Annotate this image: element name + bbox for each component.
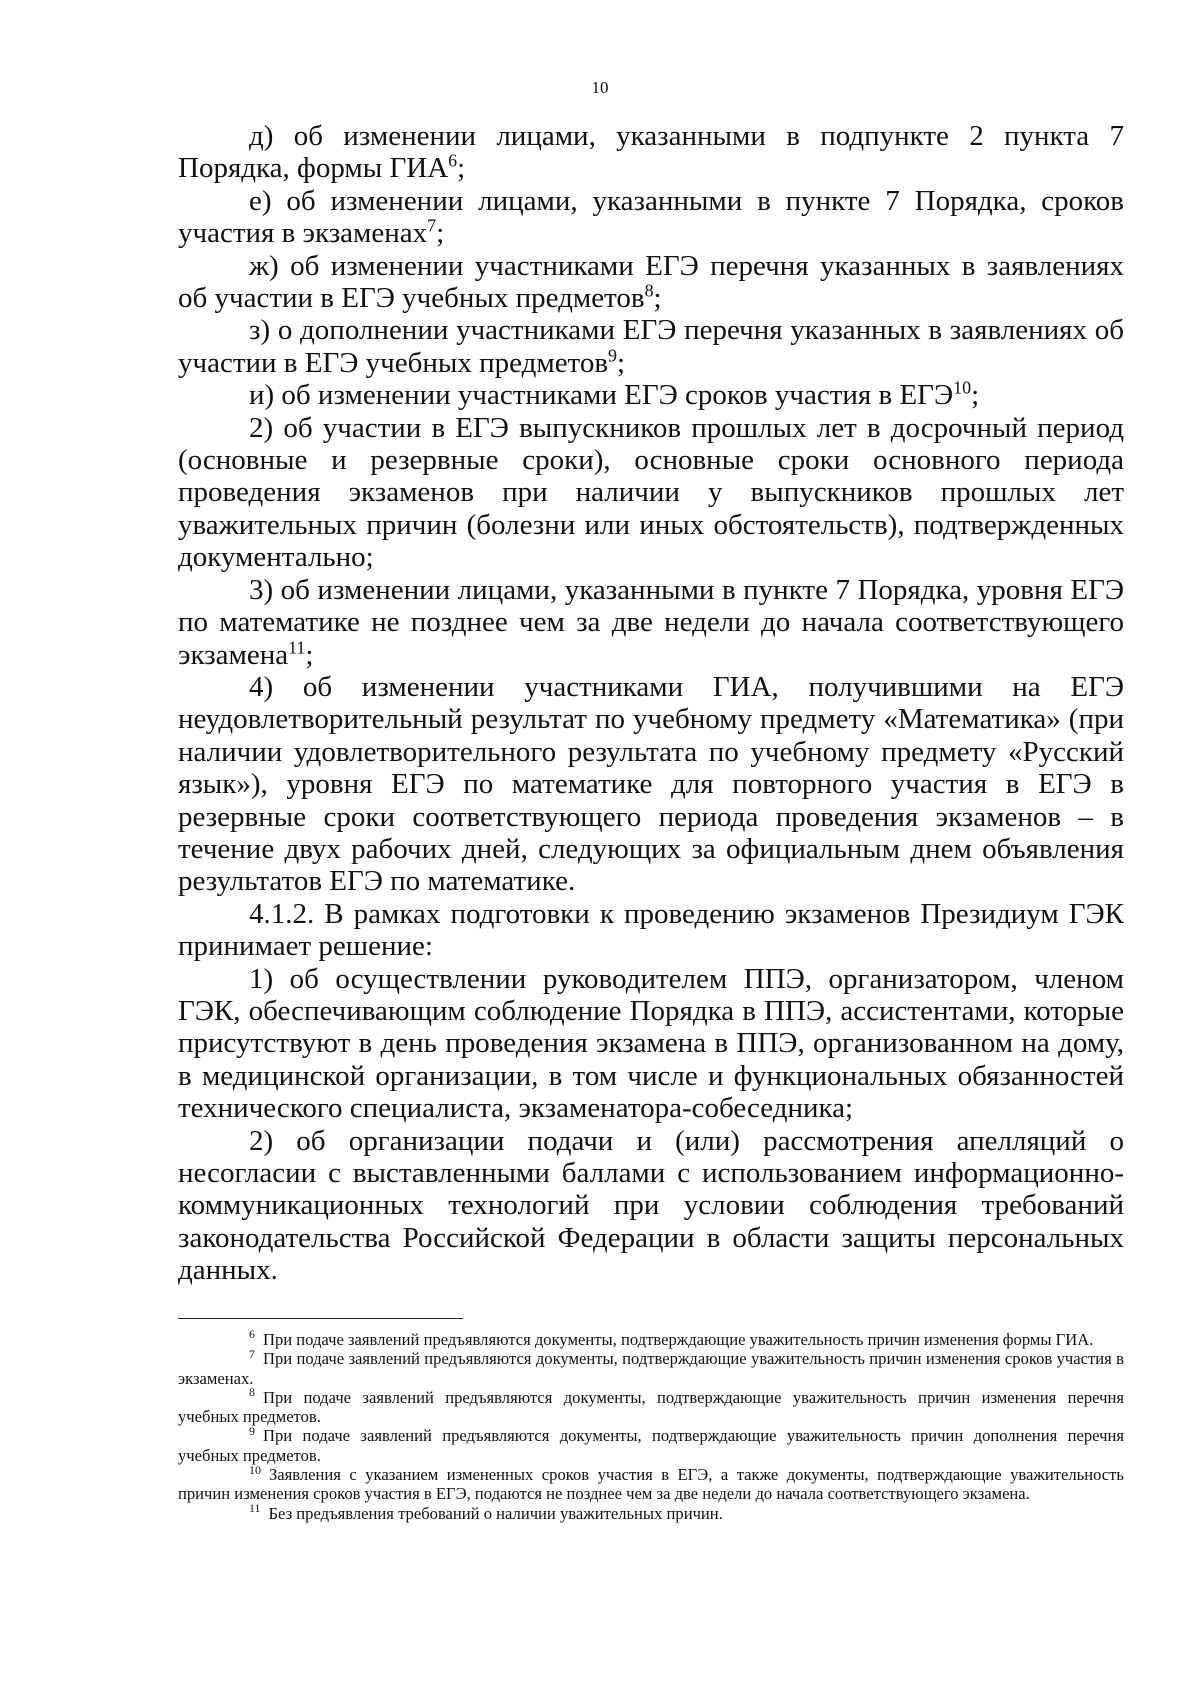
footnote-mark: 8: [249, 1385, 255, 1400]
body-text: [178, 120, 1124, 1287]
paragraph-4-1-2: 4.1.2. В рамках подготовки к проведению экзаменов Президиум ГЭК принимает решение:: [178, 897, 1124, 963]
paragraph-4-1-2-item-1: 1) об осуществлении руководителем ППЭ, организатором, членом ГЭК, обеспечивающим соблюдение Порядка в ППЭ, ассистентами, которые присутствуют в день проведения экзамена в ППЭ, организованном на дому, в медицинской организации, в том числе и функциональных обязанностей технического специалиста, экзаменатора-собеседника;: [178, 962, 1124, 1125]
footnote-divider: [178, 1318, 463, 1319]
footnote-10: $^{10}$ Заявления с указанием измененных сроков участия в ЕГЭ, а также документы, подтверждающие уважительность причин изменения сроков участия в ЕГЭ, подаются не позднее чем за две недели до начала соответствующего экзамена.: [178, 1462, 1124, 1504]
paragraph-e: е) об изменении лицами, указанными в пункте 7 Порядка, сроков участия в экзаменах$^7$;: [178, 184, 1124, 250]
footnote-11: $^{11}$ Без предъявления требований о наличии уважительных причин.: [249, 1501, 723, 1523]
paragraph-d: д) об изменении лицами, указанными в подпункте 2 пункта 7 Порядка, формы ГИА$^6$;: [178, 120, 1124, 185]
paragraph-4: 4) об изменении участниками ГИА, получившими на ЕГЭ неудовлетворительный результат по учебному предмету «Математика» (при наличии удовлетворительного результата по учебному предмету «Русский язык»), уровня ЕГЭ по математике для повторного участия в ЕГЭ в резервные сроки соответствующего периода проведения экзаменов – в течение двух рабочих дней, следующих за официальным днем объявления результатов ЕГЭ по математике.: [178, 670, 1124, 898]
page-number: 10: [591, 78, 609, 97]
paragraph-zh: ж) об изменении участниками ЕГЭ перечня указанных в заявлениях об участии в ЕГЭ учебных предметов$^8$;: [178, 249, 1124, 315]
footnote-ref: 6: [448, 150, 458, 171]
footnote-mark: 11: [249, 1501, 261, 1516]
footnote-ref: 7: [427, 215, 437, 236]
paragraph-4-1-2-item-2: 2) об организации подачи и (или) рассмотрения апелляций о несогласии с выставленными баллами с использованием информационно-коммуникационных технологий при условии соблюдения требований законодательства Российской Федерации в области защиты персональных данных.: [178, 1124, 1124, 1287]
footnote-ref: 10: [953, 377, 972, 398]
footnote-9: $^9$ При подаче заявлений предъявляются документы, подтверждающие уважительность причин дополнения перечня учебных предметов.: [178, 1423, 1124, 1465]
paragraph-z: з) о дополнении участниками ЕГЭ перечня указанных в заявлениях об участии в ЕГЭ учебных предметов$^9$;: [178, 314, 1124, 379]
footnote-8: $^8$ При подаче заявлений предъявляются документы, подтверждающие уважительность причин изменения перечня учебных предметов.: [178, 1385, 1124, 1427]
paragraph-3: 3) об изменении лицами, указанными в пункте 7 Порядка, уровня ЕГЭ по математике не позднее чем за две недели до начала соответствующего экзамена$^{11}$;: [178, 573, 1124, 671]
paragraph-i: и) об изменении участниками ЕГЭ сроков участия в ЕГЭ$^{10}$;: [249, 377, 980, 412]
footnote-ref: 8: [644, 280, 654, 301]
footnote-mark: 6: [249, 1327, 255, 1342]
footnote-6: $^6$ При подаче заявлений предъявляются документы, подтверждающие уважительность причин изменения формы ГИА.: [249, 1327, 1094, 1349]
footnote-7: $^7$ При подаче заявлений предъявляются документы, подтверждающие уважительность причин изменения сроков участия в экзаменах.: [178, 1346, 1124, 1388]
footnote-mark: 9: [249, 1423, 255, 1438]
footnote-ref: 11: [288, 636, 306, 657]
paragraph-2: 2) об участии в ЕГЭ выпускников прошлых лет в досрочный период (основные и резервные сроки), основные сроки основного периода проведения экзаменов при наличии у выпускников прошлых лет уважительных причин (болезни или иных обстоятельств), подтвержденных документально;: [178, 411, 1124, 574]
footnote-ref: 9: [608, 345, 618, 366]
footnote-mark: 10: [249, 1462, 261, 1477]
footnote-mark: 7: [249, 1346, 255, 1361]
footnotes: [178, 1327, 1124, 1523]
